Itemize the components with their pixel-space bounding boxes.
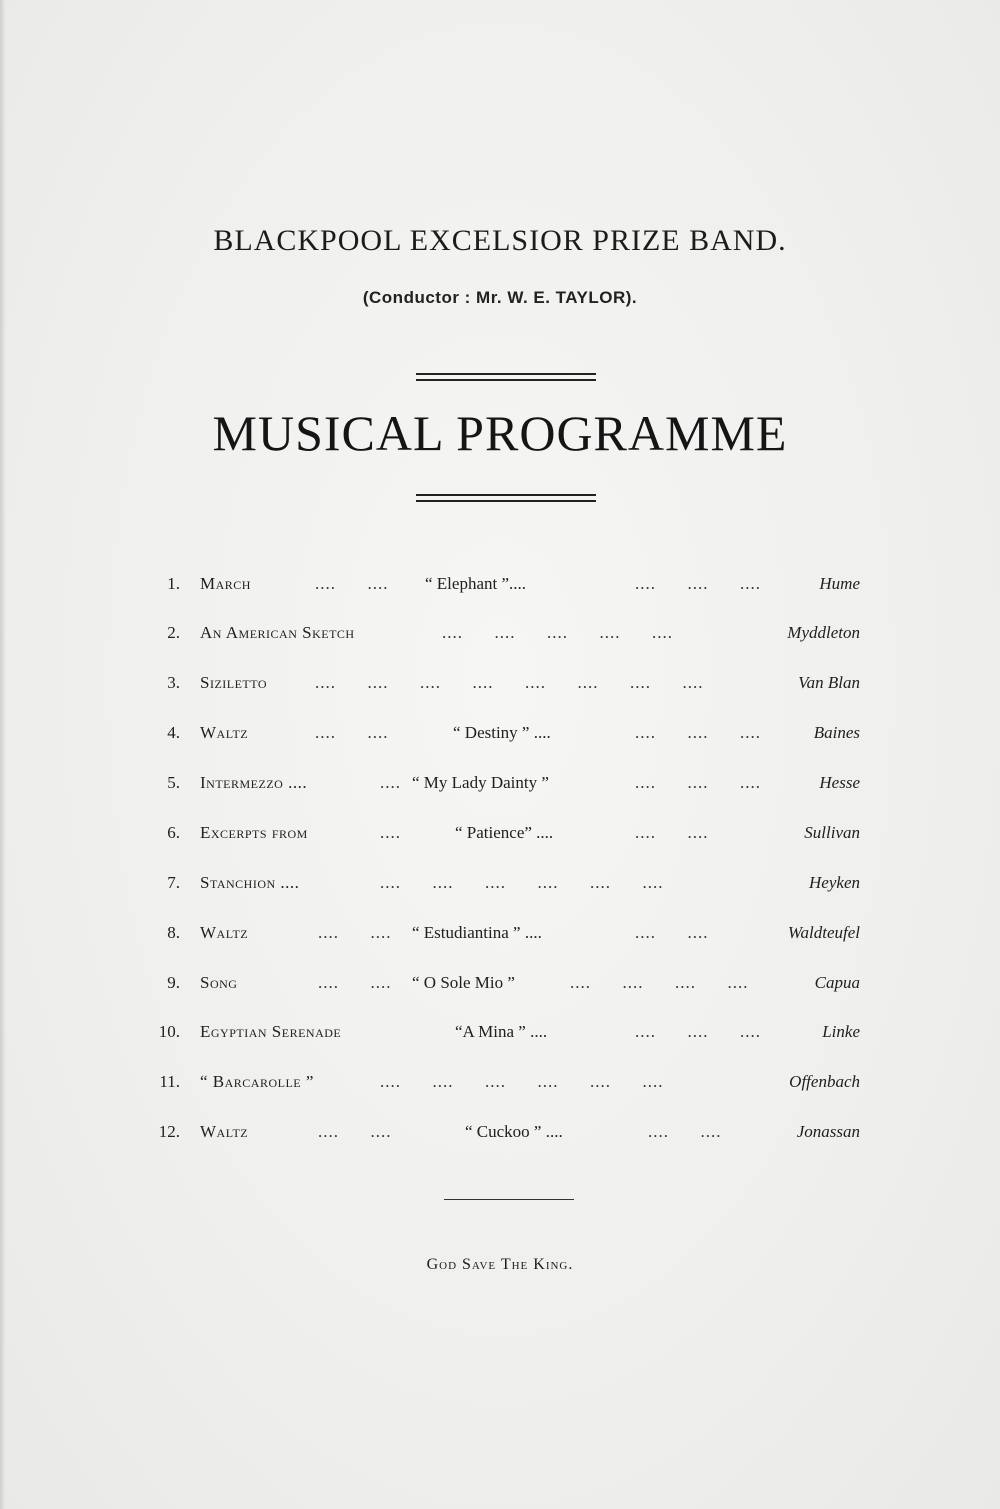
item-composer: Jonassan <box>796 1122 860 1141</box>
band-name: BLACKPOOL EXCELSIOR PRIZE BAND. <box>213 224 787 257</box>
item-dots: .... .... <box>635 823 709 842</box>
item-composer: Hume <box>819 574 860 593</box>
item-number: 1. <box>167 574 180 593</box>
item-dots: .... .... .... .... .... .... .... .... <box>315 673 704 692</box>
item-title: An American Sketch <box>200 623 355 642</box>
item-title: Egyptian Serenade <box>200 1022 342 1041</box>
divider-rule <box>444 1199 574 1200</box>
item-dots: .... .... .... .... .... .... <box>380 1072 664 1091</box>
programme-item <box>150 1072 860 1102</box>
programme-item <box>150 773 860 803</box>
programme-item <box>150 623 860 653</box>
item-title: Song <box>200 973 238 992</box>
item-title: Excerpts from <box>200 823 308 842</box>
item-number: 3. <box>167 673 180 692</box>
item-dots: .... <box>380 773 401 792</box>
item-dots: .... .... .... .... .... .... <box>380 873 664 892</box>
programme-item <box>150 673 860 703</box>
double-rule-bottom <box>416 494 596 502</box>
item-dots: .... .... .... <box>635 723 761 742</box>
item-title: Stanchion .... <box>200 873 300 892</box>
item-title: “ Barcarolle ” <box>200 1072 314 1091</box>
item-piece: “ Cuckoo ” .... <box>465 1122 563 1141</box>
programme-title: MUSICAL PROGRAMME <box>212 405 788 461</box>
item-composer: Offenbach <box>789 1072 860 1091</box>
programme-item <box>150 723 860 753</box>
item-title: Waltz <box>200 923 249 942</box>
item-title: Waltz <box>200 723 249 742</box>
item-number: 10. <box>158 1022 180 1041</box>
item-dots: .... .... .... .... <box>570 973 749 992</box>
item-piece: “ My Lady Dainty ” <box>412 773 549 792</box>
item-number: 7. <box>167 873 180 892</box>
item-composer: Baines <box>813 723 860 742</box>
item-dots: .... <box>380 823 401 842</box>
item-dots: .... .... <box>318 973 392 992</box>
item-dots: .... .... .... .... .... <box>442 623 673 642</box>
item-composer: Van Blan <box>798 673 860 692</box>
item-piece: “ O Sole Mio ” <box>412 973 515 992</box>
item-composer: Capua <box>814 973 860 992</box>
item-dots: .... .... <box>318 1122 392 1141</box>
programme-item <box>150 1022 860 1052</box>
item-dots: .... .... .... <box>635 1022 761 1041</box>
item-composer: Waldteufel <box>787 923 860 942</box>
programme-item <box>150 1122 860 1152</box>
item-dots: .... .... <box>318 923 392 942</box>
programme-item <box>150 823 860 853</box>
item-dots: .... .... <box>648 1122 722 1141</box>
item-composer: Sullivan <box>804 823 860 842</box>
item-number: 2. <box>167 623 180 642</box>
item-number: 6. <box>167 823 180 842</box>
item-piece: “ Destiny ” .... <box>453 723 551 742</box>
item-dots: .... .... .... <box>635 574 761 593</box>
item-number: 9. <box>167 973 180 992</box>
item-piece: “ Elephant ”.... <box>425 574 527 593</box>
item-title: Waltz <box>200 1122 249 1141</box>
item-composer: Linke <box>822 1022 860 1041</box>
item-dots: .... .... <box>315 723 389 742</box>
item-piece: “ Patience” .... <box>455 823 554 842</box>
item-piece: “ Estudiantina ” .... <box>412 923 542 942</box>
double-rule-top <box>416 373 596 381</box>
programme-item <box>150 574 860 604</box>
conductor-line: (Conductor : Mr. W. E. TAYLOR). <box>362 288 638 307</box>
item-piece: “A Mina ” .... <box>455 1022 548 1041</box>
item-dots: .... .... <box>635 923 709 942</box>
item-composer: Hesse <box>819 773 860 792</box>
item-composer: Myddleton <box>787 623 860 642</box>
item-dots: .... .... .... <box>635 773 761 792</box>
item-number: 12. <box>158 1122 180 1141</box>
programme-item <box>150 923 860 953</box>
item-title: March <box>200 574 251 593</box>
item-title: Intermezzo .... <box>200 773 308 792</box>
item-number: 5. <box>167 773 180 792</box>
anthem-line: God Save The King. <box>426 1256 574 1273</box>
item-title: Siziletto <box>200 673 268 692</box>
item-composer: Heyken <box>809 873 860 892</box>
item-number: 4. <box>167 723 180 742</box>
item-number: 11. <box>159 1072 180 1091</box>
programme-item <box>150 873 860 903</box>
item-number: 8. <box>167 923 180 942</box>
programme-item <box>150 973 860 1003</box>
item-dots: .... .... <box>315 574 389 593</box>
